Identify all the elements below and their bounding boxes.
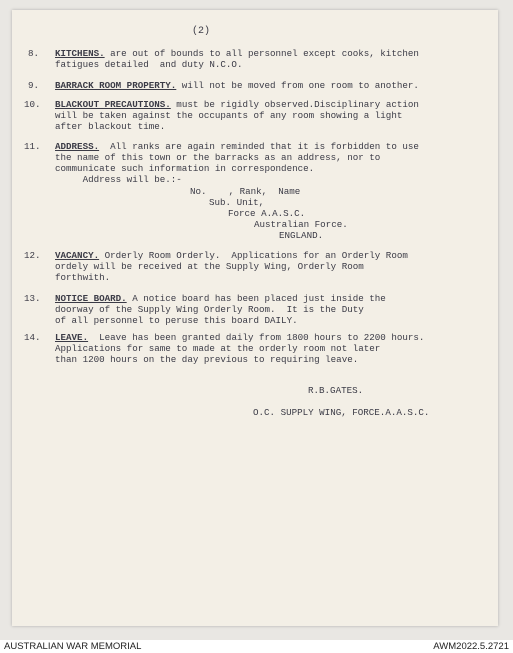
item-text: Leave has been granted daily from 1800 hours to 2200 hours. <box>88 332 425 343</box>
item-heading: KITCHENS. <box>55 48 105 59</box>
item-heading: LEAVE. <box>55 332 89 343</box>
item-number: 14. <box>24 332 41 343</box>
item-number: 9. <box>28 80 40 91</box>
item-first-line <box>55 250 408 261</box>
item-number: 10. <box>24 99 41 110</box>
signature-title: O.C. SUPPLY WING, FORCE.A.A.S.C. <box>253 407 430 418</box>
item-heading: BARRACK ROOM PROPERTY. <box>55 80 177 91</box>
signature-name: R.B.GATES. <box>308 385 364 396</box>
item-line: will be taken against the occupants of any room showing a light <box>55 110 403 121</box>
item-heading: NOTICE BOARD. <box>55 293 127 304</box>
item-line: after blackout time. <box>55 121 166 132</box>
item-text: are out of bounds to all personnel except cooks, kitchen <box>104 48 419 59</box>
archive-accession-number: AWM2022.5.2721 <box>433 641 509 652</box>
item-line: Address will be.:- <box>55 174 182 185</box>
item-heading: ADDRESS. <box>55 141 100 152</box>
item-line: forthwith. <box>55 272 111 283</box>
item-line: the name of this town or the barracks as an address, nor to <box>55 152 381 163</box>
item-first-line <box>55 99 419 110</box>
item-text: All ranks are again reminded that it is forbidden to use <box>99 141 419 152</box>
item-line: than 1200 hours on the day previous to requiring leave. <box>55 354 359 365</box>
item-first-line <box>55 80 419 91</box>
item-text: A notice board has been placed just inside the <box>126 293 386 304</box>
address-line: Sub. Unit, <box>209 197 265 208</box>
item-line: fatigues detailed and duty N.C.O. <box>55 59 243 70</box>
item-first-line <box>55 48 419 59</box>
item-line: ordely will be received at the Supply Wing, Orderly Room <box>55 261 364 272</box>
archive-credit: AUSTRALIAN WAR MEMORIAL <box>4 641 142 652</box>
archive-footer <box>0 640 513 653</box>
item-first-line <box>55 141 419 152</box>
item-number: 13. <box>24 293 41 304</box>
item-text: will not be moved from one room to another. <box>176 80 419 91</box>
item-number: 11. <box>24 141 41 152</box>
item-first-line <box>55 293 386 304</box>
address-line: Force A.A.S.C. <box>228 208 306 219</box>
item-heading: BLACKOUT PRECAUTIONS. <box>55 99 171 110</box>
address-line: No. , Rank, Name <box>190 186 301 197</box>
item-first-line <box>55 332 424 343</box>
item-text: Orderly Room Orderly. Applications for an Orderly Room <box>99 250 408 261</box>
item-number: 8. <box>28 48 40 59</box>
page-number: (2) <box>192 26 211 37</box>
address-line: ENGLAND. <box>279 230 324 241</box>
item-number: 12. <box>24 250 41 261</box>
document-page <box>12 10 498 626</box>
address-line: Australian Force. <box>254 219 348 230</box>
item-line: communicate such information in correspondence. <box>55 163 315 174</box>
item-line: doorway of the Supply Wing Orderly Room. It is the Duty <box>55 304 364 315</box>
item-line: of all personnel to peruse this board DAILY. <box>55 315 298 326</box>
item-heading: VACANCY. <box>55 250 100 261</box>
item-text: must be rigidly observed.Disciplinary action <box>170 99 419 110</box>
item-line: Applications for same to made at the orderly room not later <box>55 343 381 354</box>
